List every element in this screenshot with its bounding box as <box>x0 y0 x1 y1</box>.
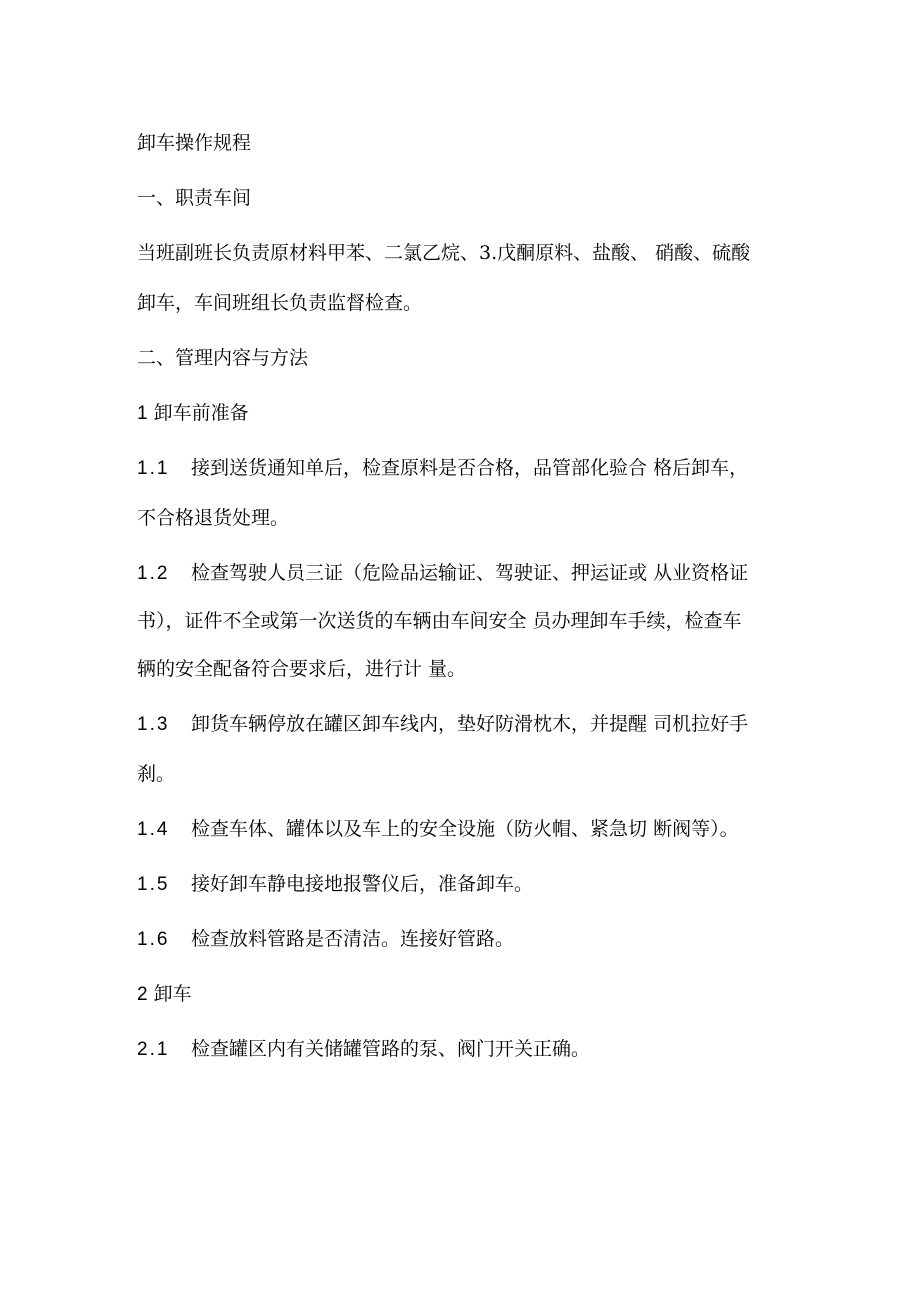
document-title <box>137 133 787 153</box>
part-2-number: 2 <box>137 984 148 1005</box>
section-1-line-2-text: 卸车，车间班组长负责监督检查。 <box>137 292 423 314</box>
item-1-5-number: 1.5 <box>137 874 170 895</box>
item-2-1-line-1-text: 检查罐区内有关储罐管路的泵、阀门开关正确。 <box>191 1038 591 1060</box>
section-1-paragraph-line-1 <box>137 243 787 263</box>
part-2-heading-text: 卸车 <box>153 983 192 1005</box>
item-1-4-number: 1.4 <box>137 819 170 840</box>
item-2-1-number: 2.1 <box>137 1039 170 1060</box>
part-2-heading <box>137 984 787 1005</box>
item-1-2-line-1 <box>137 563 787 584</box>
item-1-2-line-2-text: 书），证件不全或第一次送货的车辆由车间安全 员办理卸车手续，检查车 <box>137 610 742 632</box>
item-1-2-line-1-text: 检查驾驶人员三证（危险品运输证、驾驶证、押运证或 从业资格证 <box>191 562 749 584</box>
section-1-paragraph-line-2 <box>137 293 787 313</box>
section-1-line-1-text: 当班副班长负责原材料甲苯、二氯乙烷、3.戊酮原料、盐酸、 硝酸、硫酸 <box>137 242 751 264</box>
item-1-1-line-2-text: 不合格退货处理。 <box>137 507 290 529</box>
item-1-3-line-2 <box>137 764 787 784</box>
item-1-6-line-1-text: 检查放料管路是否清洁。连接好管路。 <box>191 928 515 950</box>
item-1-1-number: 1.1 <box>137 458 170 479</box>
item-1-1-line-1-text: 接到送货通知单后，检查原料是否合格，品管部化验合 格后卸车， <box>191 457 749 479</box>
item-1-3-line-1 <box>137 714 787 735</box>
item-1-2-line-3-text: 辆的安全配备符合要求后，进行计 量。 <box>137 658 467 680</box>
item-1-1-line-1 <box>137 458 787 479</box>
part-1-heading <box>137 403 787 424</box>
section-2-heading-text: 二、管理内容与方法 <box>137 347 309 369</box>
section-1-heading <box>137 188 787 208</box>
item-1-2-line-2 <box>137 611 787 631</box>
item-1-2-number: 1.2 <box>137 563 170 584</box>
item-1-2-line-3 <box>137 659 787 679</box>
item-2-1-line-1 <box>137 1039 787 1060</box>
item-1-4-line-1-text: 检查车体、罐体以及车上的安全设施（防火帽、紧急切 断阀等）。 <box>191 818 739 840</box>
section-2-heading <box>137 348 787 368</box>
part-1-number: 1 <box>137 403 148 424</box>
item-1-6-number: 1.6 <box>137 929 170 950</box>
document-title-text: 卸车操作规程 <box>137 132 252 154</box>
item-1-3-line-1-text: 卸货车辆停放在罐区卸车线内，垫好防滑枕木，并提醒 司机拉好手 <box>191 713 749 735</box>
item-1-3-line-2-text: 刹。 <box>137 763 176 785</box>
section-1-heading-text: 一、职责车间 <box>137 187 252 209</box>
item-1-6-line-1 <box>137 929 787 950</box>
item-1-1-line-2 <box>137 508 787 528</box>
item-1-4-line-1 <box>137 819 787 840</box>
item-1-5-line-1 <box>137 874 787 895</box>
part-1-heading-text: 卸车前准备 <box>153 402 249 424</box>
item-1-3-number: 1.3 <box>137 714 170 735</box>
item-1-5-line-1-text: 接好卸车静电接地报警仪后，准备卸车。 <box>191 873 534 895</box>
